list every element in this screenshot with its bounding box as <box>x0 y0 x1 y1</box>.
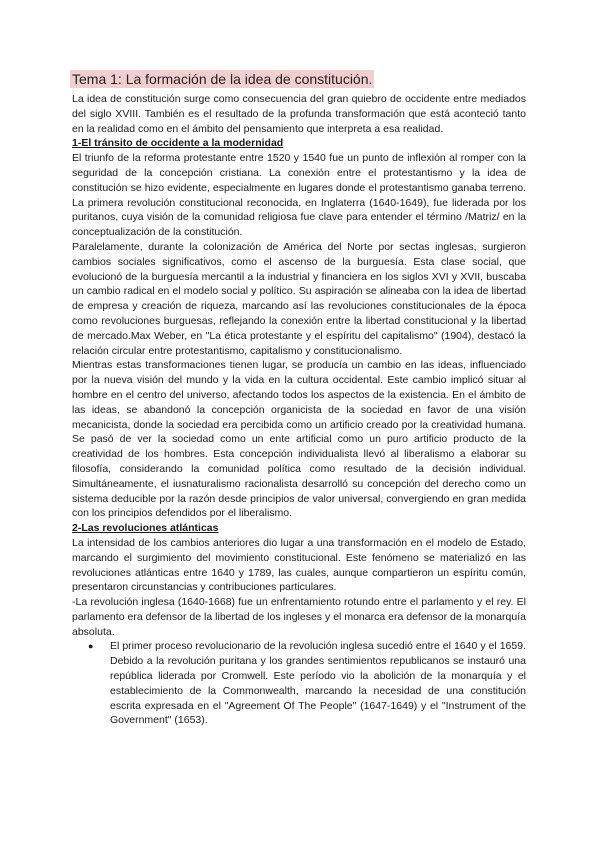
section-1-paragraph-2: Paralelamente, durante la colonización de América del Norte por sectas inglesas, surgieron cambios sociales significativos, como el ascenso de la burguesía. Esta clase social, que evolucionó de la burguesía mercantil a la industrial y financiera en los siglos XVI y XVII, buscaba un cambio radical en el modelo social y político. Su aspiración se alineaba con la idea de libertad de empresa y creación de riqueza, marcando así las revoluciones constitucionales de la época como revoluciones burguesas, reflejando la conexión entre la libertad constitucional y la libertad de mercado.Max Weber, en "La ética protestante y el espíritu del capitalismo" (1904), destacó la relación circular entre protestantismo, capitalismo y constitucionalismo. <box>72 240 526 357</box>
section-1-heading: 1-El tránsito de occidente a la modernidad <box>72 137 284 150</box>
bullet-icon: ● <box>88 641 94 652</box>
list-item <box>88 639 526 728</box>
bullet-list <box>72 639 526 728</box>
document-page <box>72 70 526 728</box>
intro-paragraph: La idea de constitución surge como consecuencia del gran quiebro de occidente entre mediados del siglo XVIII. También es el resultado de la profunda transformación que está aconteció tanto en la realidad como en el ámbito del pensamiento que interpreta a esa realidad. <box>72 93 526 135</box>
list-item-text: El primer proceso revolucionario de la revolución inglesa sucedió entre el 1640 y el 1659. Debido a la revolución puritana y los grandes sentimientos republicanos se instauró una república liderada por Cromwell. Este período vio la abolición de la monarquía y el establecimiento de la Commonwealth, marcando la necesidad de una constitución escrita expresada en el "Agreement Of The People" (1647-1649) y el "Instrument of the Government" (1653). <box>110 640 526 727</box>
section-2-paragraph-1: La intensidad de los cambios anteriores dio lugar a una transformación en el modelo de Estado, marcando el surgimiento del movimiento constitucional. Este fenómeno se materializó en las revoluciones atlánticas entre 1640 y 1789, las cuales, aunque compartieron un espíritu común, presentaron circunstancias y contribuciones particulares. <box>72 536 526 594</box>
section-1-paragraph-1: El triunfo de la reforma protestante entre 1520 y 1540 fue un punto de inflexión al romper con la seguridad de la concepción cristiana. La conexión entre el protestantismo y la idea de constitución se hizo evidente, especialmente en lugares donde el protestantismo ganaba terreno. La primera revolución constitucional reconocida, en Inglaterra (1640-1649), fue liderada por los puritanos, cuya visión de la comunidad religiosa fue clave para entender el término /Matriz/ en la conceptualización de la constitución. <box>72 152 526 239</box>
section-2-heading: 2-Las revoluciones atlánticas <box>72 522 219 535</box>
section-2-paragraph-2: -La revolución inglesa (1640-1668) fue un enfrentamiento rotundo entre el parlamento y el rey. El parlamento era defensor de la libertad de los ingleses y el monarca era defensor de la monarquía absoluta. <box>72 596 526 638</box>
section-1-paragraph-3: Mientras estas transformaciones tienen lugar, se producía un cambio en las ideas, influenciado por la nueva visión del mundo y la vida en la cultura occidental. Este cambio implicó situar al hombre en el centro del universo, afectando todos los aspectos de la existencia. En el ámbito de las ideas, se abandonó la concepción organicista de la sociedad en favor de una visión mecanicista, donde la sociedad era percibida como un artificio creado por la creatividad humana. Se pasó de ver la sociedad como un ente artificial como un puro artificio producto de la creatividad de los hombres. Esta concepción individualista llevó al liberalismo a elaborar su filosofía, considerando la comunidad política como resultado de la decisión individual. Simultáneamente, el iusnaturalismo racionalista desarrolló su concepción del derecho como un sistema deducible por la razón desde principios de valor universal, convergiendo en gran medida con los principios defendidos por el liberalismo. <box>72 359 526 520</box>
page-title: Tema 1: La formación de la idea de constitución. <box>72 71 373 87</box>
